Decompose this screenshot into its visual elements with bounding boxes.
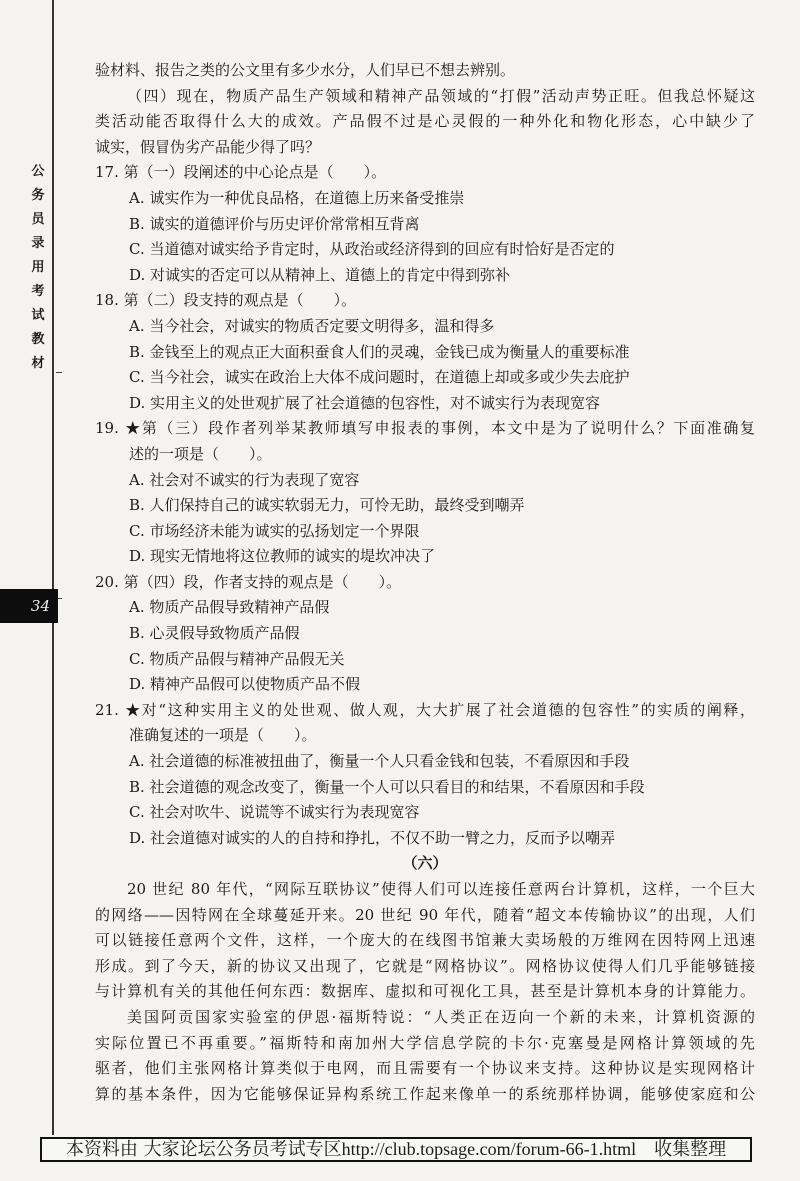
book-series-title — [28, 160, 48, 376]
text-line: 驱者，他们主张网格计算类似于电网，而且需要有一个协议来支持。这种协议是实现网格计 — [95, 1059, 755, 1078]
footer-suffix: 收集整理 — [636, 1139, 727, 1160]
text-line: A. 当今社会，对诚实的物质否定要文明得多，温和得多 — [129, 316, 495, 335]
text-line: 实际位置已不再重要。”福斯特和南加州大学信息学院的卡尔·克塞曼是网格计算领域的先 — [95, 1033, 755, 1052]
page-number-tab — [0, 589, 58, 623]
text-line: 诚实，假冒伪劣产品能少得了吗？ — [95, 137, 321, 156]
text-line: A. 物质产品假导致精神产品假 — [129, 598, 330, 617]
text-line: B. 诚实的道德评价与历史评价常常相互背离 — [129, 214, 420, 233]
text-line: A. 诚实作为一种优良品格，在道德上历来备受推崇 — [129, 188, 465, 207]
text-line: B. 金钱至上的观点正大面积蚕食人们的灵魂，金钱已成为衡量人的重要标准 — [129, 342, 630, 361]
text-line: 19. ★第（三）段作者列举某教师填写申报表的事例，本文中是为了说明什么？下面准确复 — [95, 419, 755, 438]
side-title-char: 试 — [31, 308, 45, 323]
text-line: C. 当今社会，诚实在政治上大体不成问题时，在道德上却或多或少失去庇护 — [129, 368, 630, 387]
side-title-char: 教 — [31, 332, 45, 347]
text-line: 验材料、报告之类的公文里有多少水分，人们早已不想去辨别。 — [95, 61, 516, 79]
text-line: 18. 第（二）段支持的观点是（ ）。 — [95, 291, 357, 310]
text-line: D. 精神产品假可以使物质产品不假 — [129, 675, 361, 694]
side-title-char: 用 — [31, 260, 45, 275]
text-line: D. 社会道德对诚实的人的自持和挣扎，不仅不助一臂之力，反而予以嘲弄 — [129, 828, 616, 847]
text-line: （六） — [402, 854, 448, 873]
text-line: A. 社会对不诚实的行为表现了宽容 — [129, 470, 360, 489]
text-line: 形成。到了今天，新的协议又出现了，它就是“网格协议”。网格协议使得人们几乎能够链接 — [95, 956, 755, 975]
text-line: 可以链接任意两个文件，这样，一个庞大的在线图书馆兼大卖场般的万维网在因特网上迅速 — [95, 931, 755, 950]
text-line: 准确复述的一项是（ ）。 — [129, 726, 317, 745]
text-line: B. 心灵假导致物质产品假 — [129, 624, 300, 643]
text-line: 与计算机有关的其他任何东西：数据库、虚拟和可视化工具，甚至是计算机本身的计算能力。 — [95, 982, 755, 1001]
text-line: B. 社会道德的观念改变了，衡量一个人可以只看目的和结果，不看原因和手段 — [129, 777, 645, 796]
page-body — [95, 58, 755, 1107]
text-line: 21. ★对“这种实用主义的处世观、做人观，大大扩展了社会道德的包容性”的实质的阐释， — [95, 700, 755, 719]
text-line: 20. 第（四）段，作者支持的观点是（ ）。 — [95, 572, 402, 591]
text-line: A. 社会道德的标准被扭曲了，衡量一个人只看金钱和包装，不看原因和手段 — [129, 752, 630, 771]
side-title-char: 录 — [31, 236, 45, 251]
side-title-char: 务 — [31, 188, 45, 203]
text-line: D. 实用主义的处世观扩展了社会道德的包容性，对不诚实行为表现宽容 — [129, 393, 601, 412]
margin-tick — [56, 372, 62, 373]
text-line: D. 现实无情地将这位教师的诚实的堤坎冲决了 — [129, 547, 436, 566]
text-line: 述的一项是（ ）。 — [129, 444, 272, 463]
text-line: （四）现在，物质产品生产领域和精神产品领域的“打假”活动声势正旺。但我总怀疑这 — [127, 86, 755, 105]
text-line: C. 市场经济未能为诚实的弘扬划定一个界限 — [129, 521, 420, 540]
text-line: 17. 第（一）段阐述的中心论点是（ ）。 — [95, 163, 387, 182]
footer-banner — [40, 1137, 752, 1162]
text-line: C. 物质产品假与精神产品假无关 — [129, 649, 345, 668]
footer-link[interactable]: http://club.topsage.com/forum-66-1.html — [341, 1139, 637, 1159]
text-line: B. 人们保持自己的诚实软弱无力，可怜无助，最终受到嘲弄 — [129, 496, 525, 515]
text-line: 美国阿贡国家实验室的伊恩·福斯特说：“人类正在迈向一个新的未来，计算机资源的 — [127, 1007, 755, 1026]
side-title-char: 员 — [31, 212, 45, 227]
text-line: 20 世纪 80 年代，“网际互联协议”使得人们可以连接任意两台计算机，这样，一个巨大 — [127, 880, 755, 898]
text-line: C. 当道德对诚实给予肯定时，从政治或经济得到的回应有时恰好是否定的 — [129, 240, 615, 259]
text-line: 类活动能否取得什么大的成效。产品假不过是心灵假的一种外化和物化形态，心中缺少了 — [95, 112, 755, 131]
text-line: C. 社会对吹牛、说谎等不诚实行为表现宽容 — [129, 803, 420, 822]
side-title-char: 公 — [31, 164, 45, 179]
page-number: 34 — [30, 597, 50, 615]
side-title-char: 材 — [31, 356, 45, 371]
side-title-char: 考 — [31, 284, 45, 299]
text-line: 算的基本条件，因为它能够保证异构系统工作起来像单一的系统那样协调，能够使家庭和公 — [95, 1084, 755, 1103]
text-line: D. 对诚实的否定可以从精神上、道德上的肯定中得到弥补 — [129, 265, 511, 284]
text-line: 的网络——因特网在全球蔓延开来。20 世纪 90 年代，随着“超文本传输协议”的出现，人们 — [95, 905, 755, 924]
footer-prefix: 本资料由 大家论坛公务员考试专区 — [65, 1139, 342, 1160]
margin-rule — [52, 0, 54, 1135]
